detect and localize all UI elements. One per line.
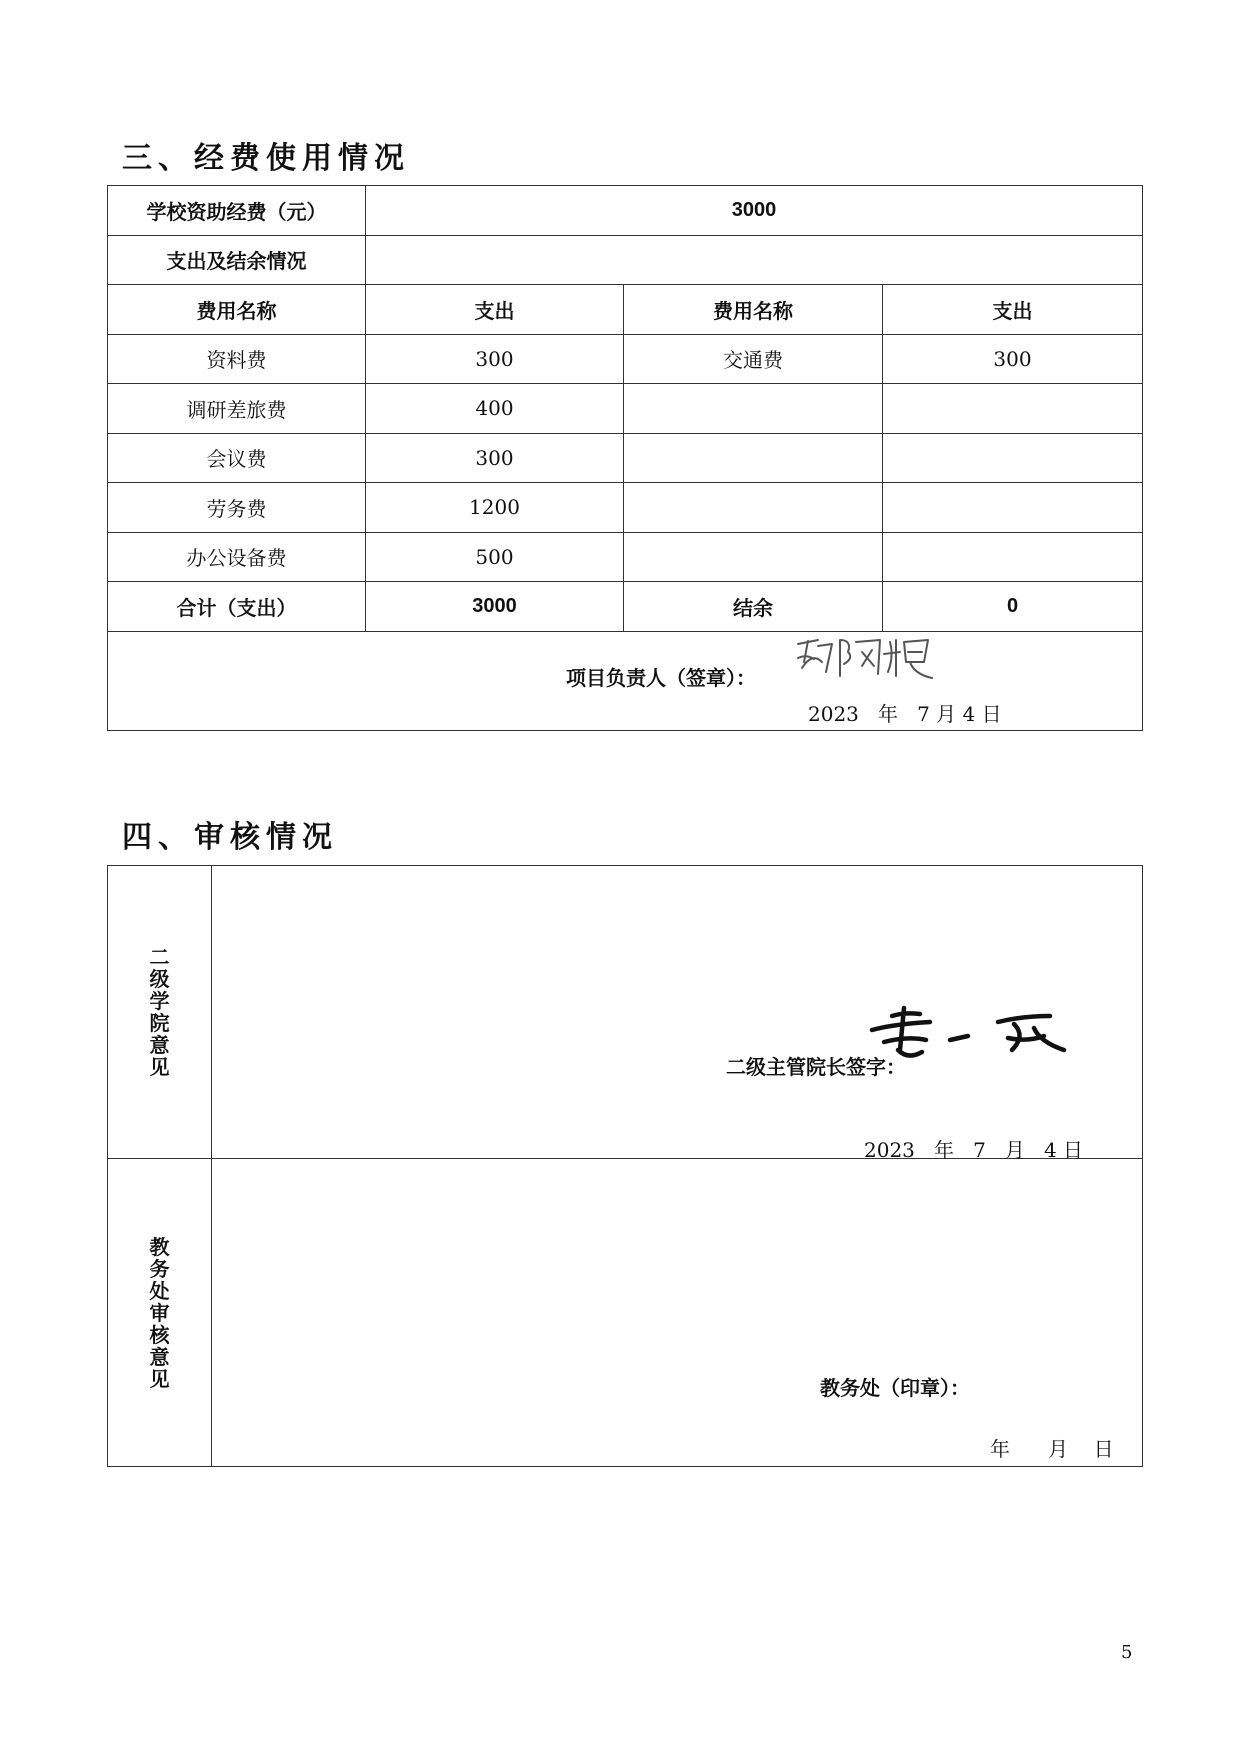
office-date	[990, 1433, 1114, 1462]
expense-amount: 400	[366, 384, 624, 434]
date-year-unit: 年	[933, 1138, 954, 1162]
date-year: 2023	[864, 1138, 915, 1162]
funding-amount-value: 3000	[366, 186, 1143, 236]
college-opinion-cell	[212, 866, 1143, 1162]
expense-name	[624, 483, 883, 533]
date-day: 4	[962, 701, 976, 726]
date-year: 2023	[808, 701, 859, 726]
funding-status-label: 支出及结余情况	[108, 235, 366, 285]
section-title-funding: 三、经费使用情况	[122, 141, 410, 176]
table-row	[108, 433, 1143, 483]
date-month: 7	[917, 701, 930, 726]
expense-name: 会议费	[108, 433, 366, 483]
expense-amount	[883, 532, 1143, 582]
signature-date	[808, 698, 1002, 727]
office-opinion-label	[108, 1159, 212, 1467]
column-header: 费用名称	[624, 285, 883, 335]
college-opinion-row	[108, 866, 1143, 1159]
expense-name: 交通费	[624, 334, 883, 384]
expense-amount	[883, 384, 1143, 434]
date-month-unit: 月	[1048, 1437, 1069, 1461]
expense-amount: 1200	[366, 483, 624, 533]
expense-amount: 300	[366, 433, 624, 483]
funding-table	[107, 185, 1143, 731]
date-day: 4	[1043, 1138, 1057, 1162]
balance-value: 0	[883, 582, 1143, 632]
office-stamp-label: 教务处（印章）：	[820, 1376, 970, 1400]
expense-name	[624, 384, 883, 434]
section-title-review: 四、审核情况	[122, 820, 338, 855]
project-leader-signature	[792, 632, 942, 688]
table-row	[108, 334, 1143, 384]
expense-amount	[883, 483, 1143, 533]
page-number: 5	[1121, 1642, 1133, 1663]
column-header: 支出	[366, 285, 624, 335]
expense-name: 资料费	[108, 334, 366, 384]
expense-name: 调研差旅费	[108, 384, 366, 434]
funding-amount-row	[108, 186, 1143, 236]
date-day-unit: 日	[1063, 1138, 1084, 1162]
expense-name: 办公设备费	[108, 532, 366, 582]
expense-name	[624, 532, 883, 582]
review-table	[107, 865, 1143, 1467]
date-year-unit: 年	[990, 1437, 1010, 1461]
college-dean-signature	[864, 994, 1084, 1066]
signature-row	[108, 631, 1143, 730]
table-row	[108, 532, 1143, 582]
signature-cell	[108, 631, 1143, 730]
funding-status-row	[108, 235, 1143, 285]
office-opinion-row	[108, 1159, 1143, 1467]
funding-status-value	[366, 235, 1143, 285]
total-value: 3000	[366, 582, 624, 632]
total-label: 合计（支出）	[108, 582, 366, 632]
date-month: 7	[973, 1138, 986, 1162]
office-opinion-label-text: 教务处审核意见	[149, 1234, 170, 1391]
expense-amount: 500	[366, 532, 624, 582]
column-header: 支出	[883, 285, 1143, 335]
date-year-unit: 年	[877, 701, 898, 726]
college-opinion-label-text: 二级学院意见	[149, 945, 170, 1079]
table-row	[108, 483, 1143, 533]
total-row	[108, 582, 1143, 632]
office-opinion-cell	[212, 1159, 1143, 1467]
expense-amount	[883, 433, 1143, 483]
expense-name	[624, 433, 883, 483]
date-day-unit: 日	[981, 701, 1002, 726]
balance-label: 结余	[624, 582, 883, 632]
date-day-unit: 日	[1093, 1437, 1114, 1461]
column-header: 费用名称	[108, 285, 366, 335]
date-month-unit: 月	[1004, 1138, 1025, 1162]
expense-amount: 300	[366, 334, 624, 384]
college-signer-label: 二级主管院长签字：	[726, 1055, 906, 1079]
date-month-unit: 月	[936, 701, 957, 726]
expense-name: 劳务费	[108, 483, 366, 533]
table-header-row	[108, 285, 1143, 335]
project-leader-label: 项目负责人（签章）：	[566, 665, 756, 690]
expense-amount: 300	[883, 334, 1143, 384]
college-opinion-label	[108, 866, 212, 1159]
funding-amount-label: 学校资助经费（元）	[108, 186, 366, 236]
table-row	[108, 384, 1143, 434]
